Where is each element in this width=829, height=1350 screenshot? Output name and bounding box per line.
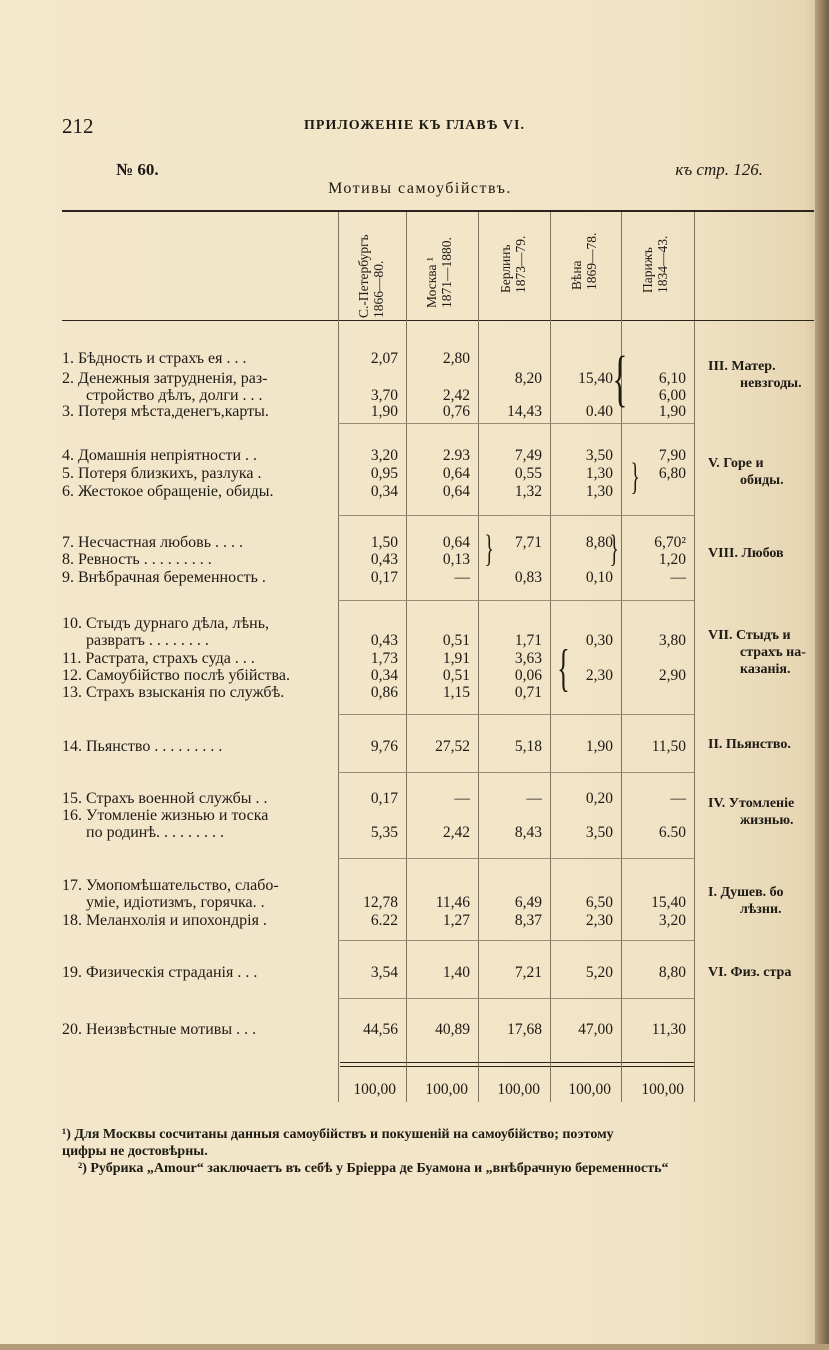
table-cell: 3,20	[370, 447, 398, 464]
row-label: 10. Стыдъ дурнаго дѣла, лѣнь,	[62, 615, 270, 632]
table-cell: 2,30	[585, 667, 613, 684]
table-cell: 6,00	[658, 387, 686, 404]
table-cell: 1,71	[514, 632, 542, 649]
table-cell: 2,30	[585, 912, 613, 929]
brace-icon: {	[557, 640, 570, 697]
table-cell: 44,56	[363, 1021, 398, 1038]
table-cell: 3,80	[658, 632, 686, 649]
page-reference: къ стр. 126.	[675, 160, 763, 179]
row-label: 15. Страхъ военной службы . .	[62, 790, 268, 807]
table-title: Мотивы самоубійствъ.	[328, 180, 512, 197]
totals-rule	[340, 1062, 694, 1063]
category-label: жизнью.	[740, 813, 794, 828]
table-cell: 40,89	[435, 1021, 470, 1038]
group-rule	[338, 998, 694, 999]
row-label: 1. Бѣдность и страхъ ея . . .	[62, 350, 247, 367]
table-cell: 1,32	[514, 483, 542, 500]
total-cell: 100,00	[353, 1081, 396, 1098]
table-cell: 1,90	[585, 738, 613, 755]
table-cell: 17,68	[507, 1021, 542, 1038]
total-cell: 100,00	[641, 1081, 684, 1098]
table-cell: 2,80	[442, 350, 470, 367]
row-label: 8. Ревность . . . . . . . . .	[62, 551, 212, 568]
footnote-1: ¹) Для Москвы сосчитаны данныя самоубійствъ и покушеній на самоубійство; поэтому	[62, 1127, 614, 1142]
brace-icon: }	[630, 456, 640, 498]
category-column-top	[694, 320, 814, 321]
column-city: С.-Петербургъ	[356, 234, 371, 318]
table-cell: 11,30	[651, 1021, 686, 1038]
category-label: казанія.	[740, 662, 791, 677]
row-label: 17. Умопомѣшательство, слабо-	[62, 877, 279, 894]
table-cell: 8,20	[514, 370, 542, 387]
table-cell: 3,54	[370, 964, 398, 981]
column-years: 1869—78.	[584, 232, 599, 290]
table-cell: 2,42	[442, 387, 470, 404]
table-cell: 0,10	[585, 569, 613, 586]
column-years: 1834—43.	[655, 235, 670, 293]
column-rule	[478, 212, 479, 1102]
group-rule	[338, 772, 694, 773]
row-label: 4. Домашнія непріятности . .	[62, 447, 258, 464]
table-cell: 1,73	[370, 650, 398, 667]
table-cell: 3,63	[514, 650, 542, 667]
running-head: ПРИЛОЖЕНІЕ КЪ ГЛАВѢ VI.	[304, 118, 525, 133]
row-label: 14. Пьянство . . . . . . . . .	[62, 738, 223, 755]
row-label: 9. Внѣбрачная беременность .	[62, 569, 266, 586]
column-years: 1866—80.	[371, 260, 386, 318]
table-cell: 1,90	[370, 403, 398, 420]
table-cell: 0,86	[370, 684, 398, 701]
table-cell: 15,40	[578, 370, 613, 387]
table-cell: 0,30	[585, 632, 613, 649]
table-cell: 1,90	[658, 403, 686, 420]
table-cell: 0,55	[514, 465, 542, 482]
footnote-2: ²) Рубрика „Amour“ заключаетъ въ себѣ у Бріерра де Буамона и „внѣбрачную беременность“	[78, 1161, 669, 1176]
table-cell: —	[670, 790, 686, 807]
column-years: 1873—79.	[513, 235, 528, 293]
table-cell: 8,80	[658, 964, 686, 981]
column-rule	[694, 212, 695, 1102]
table-cell: 8,43	[514, 824, 542, 841]
table-cell: 0,64	[442, 483, 470, 500]
row-label: развратъ . . . . . . . .	[86, 632, 209, 649]
table-cell: 6,80	[658, 465, 686, 482]
column-header-moscow	[424, 237, 454, 308]
table-cell: 0,51	[442, 667, 470, 684]
column-rule	[406, 212, 407, 1102]
table-cell: 7,90	[658, 447, 686, 464]
table-cell: 0,76	[442, 403, 470, 420]
table-cell: 0,43	[370, 551, 398, 568]
group-rule	[338, 515, 694, 516]
table-cell: 1,91	[442, 650, 470, 667]
table-cell: 2,90	[658, 667, 686, 684]
brace-icon: }	[609, 528, 619, 570]
category-label: VIII. Любов	[708, 546, 784, 561]
table-cell: —	[454, 790, 470, 807]
table-cell: 0,34	[370, 667, 398, 684]
book-spine-edge	[815, 0, 829, 1350]
table-cell: 2,07	[370, 350, 398, 367]
table-cell: 0,17	[370, 790, 398, 807]
column-city: Москва ¹	[424, 257, 439, 308]
table-cell: 0,51	[442, 632, 470, 649]
table-cell: —	[526, 790, 542, 807]
total-cell: 100,00	[497, 1081, 540, 1098]
table-cell: 5,20	[585, 964, 613, 981]
group-rule	[338, 858, 694, 859]
brace-icon: }	[484, 528, 494, 570]
row-label: 5. Потеря близкихъ, разлука .	[62, 465, 262, 482]
table-cell: 1,40	[442, 964, 470, 981]
category-label: VI. Физ. стра	[708, 965, 792, 980]
table-cell: 7,49	[514, 447, 542, 464]
table-cell: 1,27	[442, 912, 470, 929]
row-label: 6. Жестокое обращеніе, обиды.	[62, 483, 274, 500]
table-cell: 6.50	[658, 824, 686, 841]
table-cell: 3,50	[585, 824, 613, 841]
category-label: обиды.	[740, 473, 784, 488]
table-number: № 60.	[116, 160, 159, 179]
table-cell: 8,37	[514, 912, 542, 929]
table-cell: 1,30	[585, 483, 613, 500]
column-header-berlin	[498, 236, 528, 293]
category-label: V. Горе и	[708, 456, 764, 471]
table-cell: 0,64	[442, 534, 470, 551]
table-cell: 47,00	[578, 1021, 613, 1038]
table-cell: 1,20	[658, 551, 686, 568]
row-label: 20. Неизвѣстные мотивы . . .	[62, 1021, 257, 1038]
column-city: Вѣна	[569, 260, 584, 290]
table-cell: 0.40	[585, 403, 613, 420]
group-rule	[338, 423, 694, 424]
brace-icon: {	[612, 345, 628, 413]
category-label: II. Пьянство.	[708, 737, 791, 752]
table-cell: 0,83	[514, 569, 542, 586]
table-cell: 6.22	[370, 912, 398, 929]
row-label: 16. Утомленіе жизнью и тоска	[62, 807, 269, 824]
category-label: IV. Утомленіе	[708, 796, 795, 811]
totals-rule-double	[340, 1066, 694, 1067]
table-cell: 2,42	[442, 824, 470, 841]
category-label: невзгоды.	[740, 376, 802, 391]
column-header-st-petersburg	[356, 234, 386, 318]
row-label: 2. Денежныя затрудненія, раз-	[62, 370, 268, 387]
group-rule	[338, 940, 694, 941]
table-cell: 12,78	[363, 894, 398, 911]
table-cell: 0,17	[370, 569, 398, 586]
table-cell: 6,50	[585, 894, 613, 911]
column-city: Берлинъ	[498, 244, 513, 293]
table-cell: 6,70²	[654, 534, 686, 551]
table-cell: —	[670, 569, 686, 586]
table-cell: 2.93	[442, 447, 470, 464]
group-rule	[338, 714, 694, 715]
column-years: 1871—1880.	[439, 237, 454, 308]
table-cell: 5,35	[370, 824, 398, 841]
row-label: 13. Страхъ взысканія по службѣ.	[62, 684, 285, 701]
row-label: по родинѣ. . . . . . . . .	[86, 824, 225, 841]
category-label: III. Матер.	[708, 359, 776, 374]
table-cell: 3,50	[585, 447, 613, 464]
table-cell: 0,71	[514, 684, 542, 701]
table-cell: 7,21	[514, 964, 542, 981]
column-city: Парижъ	[640, 247, 655, 293]
row-label: уміе, идіотизмъ, горячка. .	[86, 894, 265, 911]
category-label: VII. Стыдъ и	[708, 628, 791, 643]
row-label: 18. Меланхолія и ипохондрія .	[62, 912, 267, 929]
category-label: лѣзни.	[740, 902, 782, 917]
total-cell: 100,00	[568, 1081, 611, 1098]
table-cell: 0,34	[370, 483, 398, 500]
page-bottom-edge	[0, 1344, 829, 1350]
table-cell: 11,50	[651, 738, 686, 755]
table-cell: 5,18	[514, 738, 542, 755]
table-cell: 11,46	[435, 894, 470, 911]
table-cell: 14,43	[507, 403, 542, 420]
row-label: 19. Физическія страданія . . .	[62, 964, 258, 981]
footnote-1-cont: цифры не достовѣрны.	[62, 1144, 208, 1159]
column-header-paris	[640, 236, 670, 293]
category-label: I. Душев. бо	[708, 885, 784, 900]
table-cell: 9,76	[370, 738, 398, 755]
table-cell: —	[454, 569, 470, 586]
table-cell: 8,80	[585, 534, 613, 551]
table-cell: 6,10	[658, 370, 686, 387]
table-cell: 0,06	[514, 667, 542, 684]
table-cell: 0,20	[585, 790, 613, 807]
table-cell: 3,20	[658, 912, 686, 929]
table-cell: 7,71	[514, 534, 542, 551]
total-cell: 100,00	[425, 1081, 468, 1098]
page-number: 212	[62, 114, 94, 138]
table-cell: 3,70	[370, 387, 398, 404]
category-label: страхъ на-	[740, 645, 806, 660]
table-cell: 6,49	[514, 894, 542, 911]
row-label: 7. Несчастная любовь . . . .	[62, 534, 244, 551]
table-cell: 0,13	[442, 551, 470, 568]
column-header-vienna	[569, 233, 599, 290]
row-label: стройство дѣлъ, долги . . .	[86, 387, 263, 404]
table-cell: 0,64	[442, 465, 470, 482]
table-cell: 1,50	[370, 534, 398, 551]
row-label: 11. Растрата, страхъ суда . . .	[62, 650, 255, 667]
row-label: 12. Самоубійство послѣ убійства.	[62, 667, 290, 684]
column-rule	[550, 212, 551, 1102]
table-cell: 0,43	[370, 632, 398, 649]
table-top-rule	[62, 210, 814, 212]
table-cell: 0,95	[370, 465, 398, 482]
table-cell: 27,52	[435, 738, 470, 755]
row-label: 3. Потеря мѣста,денегъ,карты.	[62, 403, 269, 420]
group-rule	[338, 600, 694, 601]
table-cell: 1,15	[442, 684, 470, 701]
table-cell: 15,40	[651, 894, 686, 911]
table-cell: 1,30	[585, 465, 613, 482]
